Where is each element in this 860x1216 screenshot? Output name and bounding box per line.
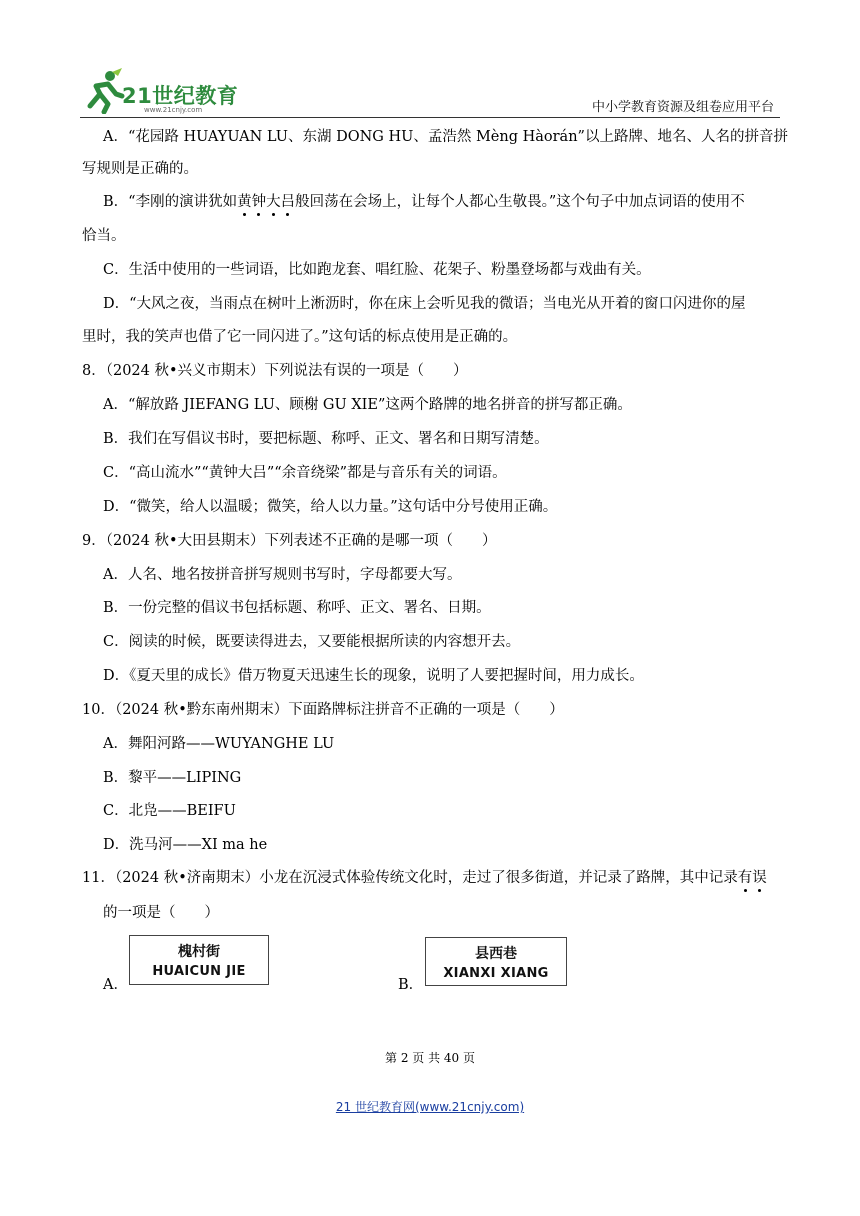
footer-link-wrap <box>0 1098 860 1115</box>
q8-option-d: D．“微笑，给人以温暖；微笑，给人以力量。”这句话中分号使用正确。 <box>103 499 558 515</box>
q9-option-a: A．人名、地名按拼音拼写规则书写时，字母都要大写。 <box>103 567 462 583</box>
q8-option-b: B．我们在写倡议书时，要把标题、称呼、正文、署名和日期写清楚。 <box>103 431 549 447</box>
site-logo <box>82 64 252 120</box>
q7-option-b-line2: 恰当。 <box>82 228 126 244</box>
q7-option-a-line1: A．“花园路 HUAYUAN LU、东湖 DONG HU、孟浩然 Mèng Hàorán”以上路牌、地名、人名的拼音拼 <box>103 129 788 145</box>
q10-option-d: D．洗马河——XI ma he <box>103 837 268 853</box>
q7-b-dotted-phrase: 黄钟大吕 <box>237 194 296 210</box>
q11-option-b-label: B． <box>398 977 424 993</box>
q7-option-d-line2: 里时，我的笑声也借了它一同闪进了。”这句话的标点使用是正确的。 <box>82 329 518 345</box>
q7-option-c: C．生活中使用的一些词语，比如跑龙套、唱红脸、花架子、粉墨登场都与戏曲有关。 <box>103 262 651 278</box>
question-10: 10．（2024 秋•黔东南州期末）下面路牌标注拼音不正确的一项是（ ） <box>82 702 564 718</box>
q7-option-a-line2: 写规则是正确的。 <box>82 161 198 177</box>
question-11-line1 <box>82 871 767 886</box>
sign-a-chinese: 槐村街 <box>178 944 220 960</box>
logo-subtext: www.21cnjy.com <box>144 106 203 114</box>
q7-b-text-2: 般回荡在会场上，让每个人都心生敬畏。”这个句子中加点词语的使用不 <box>295 194 745 210</box>
street-sign-a <box>129 935 269 985</box>
page-number: 第 2 页 共 40 页 <box>385 1051 475 1065</box>
question-9: 9．（2024 秋•大田县期末）下列表述不正确的是哪一项（ ） <box>82 533 497 549</box>
sign-b-chinese: 县西巷 <box>475 945 517 962</box>
q11-dotted-phrase: 有误 <box>737 870 767 886</box>
q11-text-1: 11．（2024 秋•济南期末）小龙在沉浸式体验传统文化时，走过了很多街道，并记录了路牌，其中记录 <box>82 870 738 886</box>
q9-option-d: D．《夏天里的成长》借万物夏天迅速生长的现象，说明了人要把握时间，用力成长。 <box>103 668 644 684</box>
q10-option-a: A．舞阳河路——WUYANGHE LU <box>103 736 335 752</box>
street-sign-b <box>425 937 567 986</box>
q8-option-c: C．“高山流水”“黄钟大吕”“余音绕梁”都是与音乐有关的词语。 <box>103 465 507 481</box>
q8-option-a: A．“解放路 JIEFANG LU、顾榭 GU XIE”这两个路牌的地名拼音的拼写都正确。 <box>103 397 632 413</box>
sign-a-pinyin: HUAICUN JIE <box>152 964 246 979</box>
sign-b-pinyin: XIANXI XIANG <box>443 965 549 981</box>
logo-text: 21世纪教育 <box>122 84 239 108</box>
runner-icon <box>82 68 126 114</box>
q7-option-b-line1 <box>103 195 745 210</box>
q7-option-d-line1: D．“大风之夜，当雨点在树叶上淅沥时，你在床上会听见我的微语；当电光从开着的窗口闪进你的屋 <box>103 296 746 312</box>
q10-option-b: B．黎平——LIPING <box>103 770 242 786</box>
q11-option-a-label: A． <box>103 977 128 993</box>
site-footer-link[interactable]: 21 世纪教育网(www.21cnjy.com) <box>335 1100 525 1114</box>
question-8: 8．（2024 秋•兴义市期末）下列说法有误的一项是（ ） <box>82 363 468 379</box>
q9-option-b: B．一份完整的倡议书包括标题、称呼、正文、署名、日期。 <box>103 600 491 616</box>
q7-b-text-1: B．“李刚的演讲犹如 <box>103 194 238 210</box>
q9-option-c: C．阅读的时候，既要读得进去，又要能根据所读的内容想开去。 <box>103 634 521 650</box>
question-11-line2: 的一项是（ ） <box>103 905 219 921</box>
platform-title: 中小学教育资源及组卷应用平台 <box>591 100 774 115</box>
header-divider <box>80 117 780 118</box>
q10-option-c: C．北凫——BEIFU <box>103 803 236 819</box>
